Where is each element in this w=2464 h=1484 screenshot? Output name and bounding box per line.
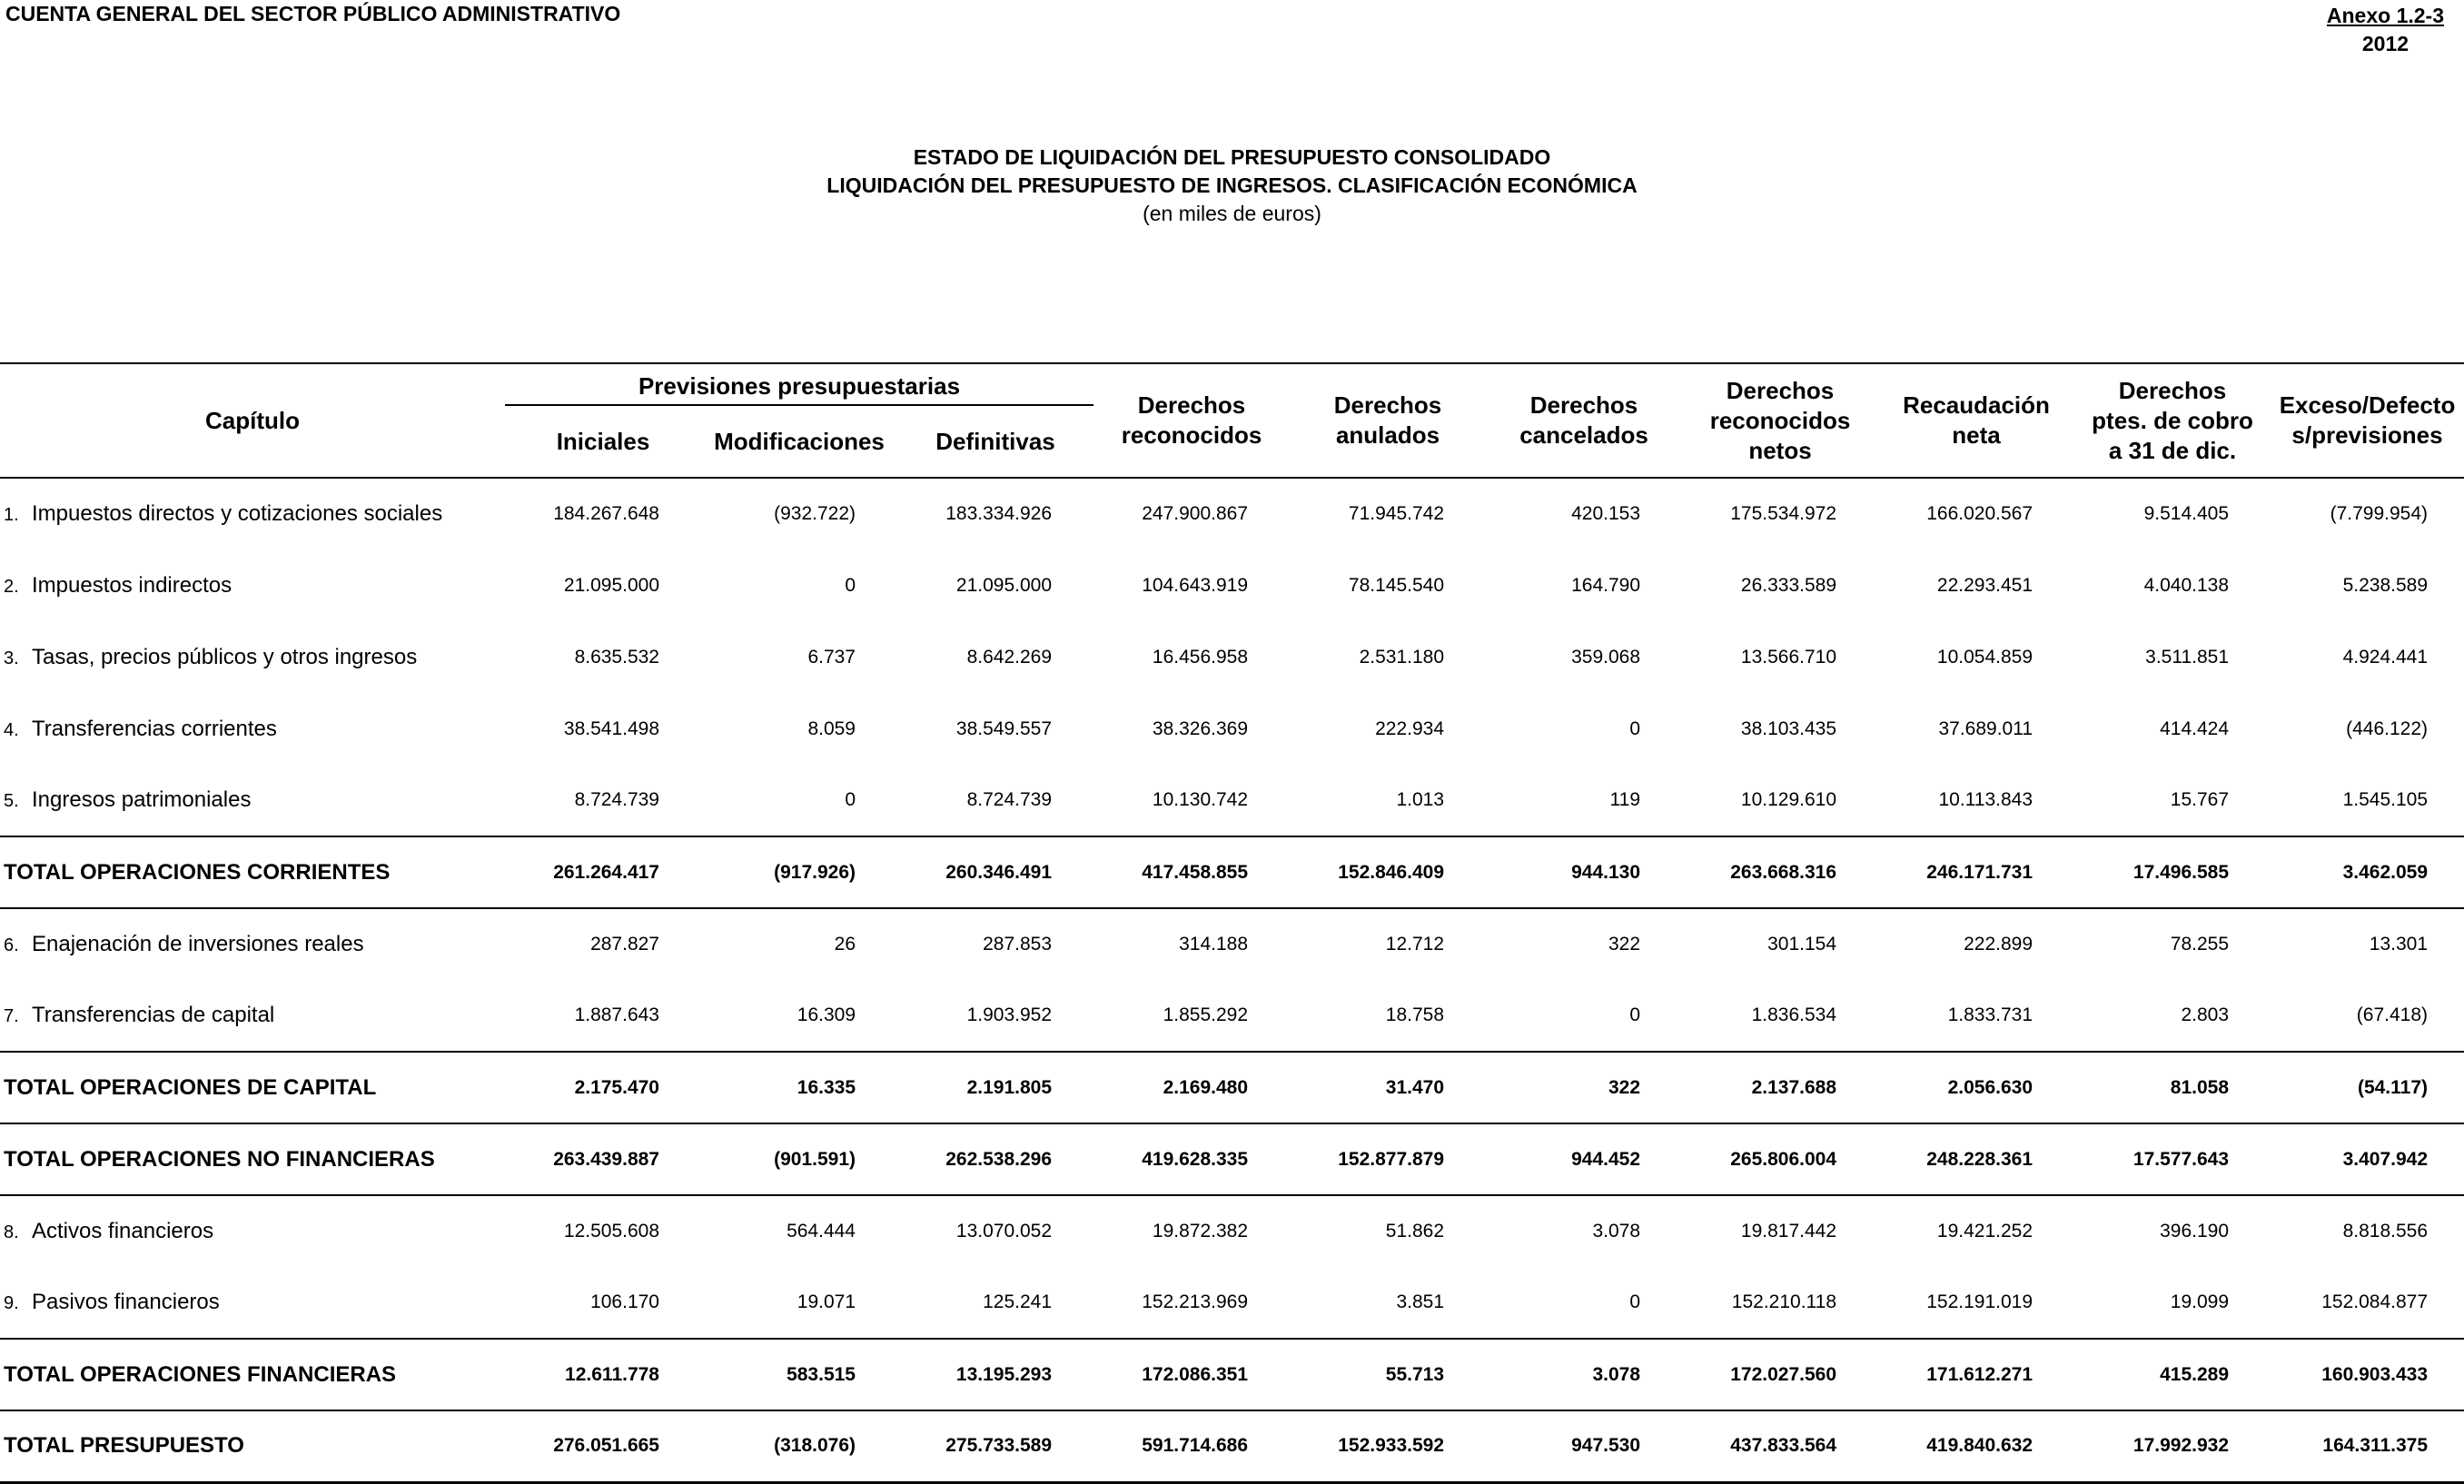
cell-value: 19.817.442 bbox=[1740, 1221, 1837, 1242]
cell-value: 51.862 bbox=[1385, 1221, 1445, 1242]
table-row bbox=[0, 765, 2464, 836]
chapter-label: Enajenación de inversiones reales bbox=[32, 932, 364, 956]
row-label bbox=[0, 1410, 505, 1482]
annex-code: Anexo 1.2-3 bbox=[2326, 4, 2444, 27]
cell-value: 261.264.417 bbox=[505, 836, 701, 908]
table-row bbox=[0, 693, 2464, 765]
cell-value: 3.407.942 bbox=[2271, 1123, 2464, 1195]
cell-value: 437.833.564 bbox=[1682, 1410, 1878, 1482]
report-titles bbox=[0, 143, 2464, 228]
total-row bbox=[0, 1123, 2464, 1195]
cell-value: 287.827 bbox=[590, 934, 659, 955]
cell-value: 396.190 bbox=[2160, 1221, 2230, 1242]
header-chapter: Capítulo bbox=[0, 363, 505, 478]
organization-title: CUENTA GENERAL DEL SECTOR PÚBLICO ADMINISTRATIVO bbox=[5, 2, 621, 25]
cell-value: 322 bbox=[1608, 934, 1641, 955]
cell-value: 0 bbox=[1629, 1291, 1641, 1312]
cell-value: 1.013 bbox=[1396, 789, 1445, 810]
cell-value: 19.872.382 bbox=[1152, 1221, 1249, 1242]
row-label bbox=[0, 1339, 505, 1410]
table-row bbox=[0, 980, 2464, 1052]
header-rights-cancelled: Derechos cancelados bbox=[1486, 363, 1682, 478]
cell-value: 0 bbox=[1629, 717, 1641, 739]
cell-value: 37.689.011 bbox=[1938, 717, 2034, 739]
cell-value: 3.511.851 bbox=[2145, 646, 2230, 668]
cell-value: 0 bbox=[845, 574, 856, 596]
chapter-number: 2. bbox=[4, 576, 19, 597]
report-subtitle: LIQUIDACIÓN DEL PRESUPUESTO DE INGRESOS. CLASIFICACIÓN ECONÓMICA bbox=[826, 173, 1638, 197]
cell-value: 152.213.969 bbox=[1142, 1291, 1249, 1312]
cell-value: 419.840.632 bbox=[1878, 1410, 2074, 1482]
chapter-label: Pasivos financieros bbox=[32, 1290, 220, 1314]
cell-value: 1.887.643 bbox=[574, 1004, 659, 1025]
table-row bbox=[0, 1195, 2464, 1267]
header-excess-deficit: Exceso/Defecto s/previsiones bbox=[2271, 363, 2464, 478]
row-label bbox=[0, 836, 505, 908]
chapter-number: 3. bbox=[4, 648, 19, 668]
chapter-number: 8. bbox=[4, 1222, 19, 1242]
row-label bbox=[0, 1195, 505, 1267]
cell-value: 15.767 bbox=[2170, 789, 2230, 810]
cell-value: 13.566.710 bbox=[1740, 646, 1837, 668]
cell-value: 1.836.534 bbox=[1751, 1004, 1837, 1025]
cell-value: (932.722) bbox=[774, 503, 856, 524]
cell-value: 78.145.540 bbox=[1348, 574, 1445, 596]
cell-value: 0 bbox=[1629, 1004, 1641, 1025]
cell-value: 591.714.686 bbox=[1093, 1410, 1290, 1482]
cell-value: 359.068 bbox=[1571, 646, 1641, 668]
cell-value: 152.846.409 bbox=[1290, 836, 1486, 908]
cell-value: 19.071 bbox=[797, 1291, 856, 1312]
cell-value: 248.228.361 bbox=[1878, 1123, 2074, 1195]
cell-value: 944.452 bbox=[1486, 1123, 1682, 1195]
cell-value: 2.531.180 bbox=[1359, 646, 1445, 668]
total-row bbox=[0, 1339, 2464, 1410]
cell-value: 12.505.608 bbox=[563, 1221, 659, 1242]
cell-value: 172.086.351 bbox=[1093, 1339, 1290, 1410]
cell-value: 125.241 bbox=[983, 1291, 1053, 1312]
cell-value: 152.084.877 bbox=[2321, 1291, 2429, 1312]
cell-value: 38.326.369 bbox=[1152, 717, 1249, 739]
cell-value: 8.059 bbox=[807, 717, 856, 739]
cell-value: 276.051.665 bbox=[505, 1410, 701, 1482]
cell-value: 106.170 bbox=[590, 1291, 659, 1312]
cell-value: 13.070.052 bbox=[955, 1221, 1053, 1242]
chapter-number: 5. bbox=[4, 791, 19, 811]
chapter-label: Tasas, precios públicos y otros ingresos bbox=[32, 644, 418, 669]
table-row bbox=[0, 478, 2464, 549]
cell-value: (67.418) bbox=[2356, 1004, 2429, 1025]
cell-value: (917.926) bbox=[701, 836, 897, 908]
chapter-label: Activos financieros bbox=[32, 1219, 214, 1243]
cell-value: 3.078 bbox=[1486, 1339, 1682, 1410]
table-row bbox=[0, 908, 2464, 980]
cell-value: 22.293.451 bbox=[1936, 574, 2034, 596]
cell-value: 3.462.059 bbox=[2271, 836, 2464, 908]
units-note: (en miles de euros) bbox=[1143, 202, 1321, 225]
header-rights-annulled: Derechos anulados bbox=[1290, 363, 1486, 478]
cell-value: 3.078 bbox=[1592, 1221, 1641, 1242]
cell-value: 246.171.731 bbox=[1878, 836, 2074, 908]
cell-value: 17.496.585 bbox=[2074, 836, 2271, 908]
cell-value: 222.899 bbox=[1964, 934, 2034, 955]
cell-value: 263.668.316 bbox=[1682, 836, 1878, 908]
cell-value: 19.421.252 bbox=[1936, 1221, 2034, 1242]
cell-value: 26.333.589 bbox=[1740, 574, 1837, 596]
cell-value: 2.056.630 bbox=[1878, 1052, 2074, 1123]
cell-value: 172.027.560 bbox=[1682, 1339, 1878, 1410]
cell-value: 13.301 bbox=[2369, 934, 2429, 955]
cell-value: 944.130 bbox=[1486, 836, 1682, 908]
cell-value: 301.154 bbox=[1767, 934, 1837, 955]
cell-value: 417.458.855 bbox=[1093, 836, 1290, 908]
chapter-label: Impuestos directos y cotizaciones sociales bbox=[32, 501, 443, 526]
cell-value: 19.099 bbox=[2170, 1291, 2230, 1312]
cell-value: (318.076) bbox=[701, 1410, 897, 1482]
header-rights-recognized: Derechos reconocidos bbox=[1093, 363, 1290, 478]
cell-value: 583.515 bbox=[701, 1339, 897, 1410]
cell-value: 16.309 bbox=[797, 1004, 856, 1025]
table-body bbox=[0, 478, 2464, 1482]
cell-value: 4.040.138 bbox=[2143, 574, 2230, 596]
cell-value: 415.289 bbox=[2074, 1339, 2271, 1410]
cell-value: 21.095.000 bbox=[955, 574, 1053, 596]
cell-value: 260.346.491 bbox=[897, 836, 1093, 908]
cell-value: 81.058 bbox=[2074, 1052, 2271, 1123]
row-label bbox=[0, 621, 505, 693]
cell-value: 265.806.004 bbox=[1682, 1123, 1878, 1195]
table-row bbox=[0, 549, 2464, 621]
cell-value: 164.790 bbox=[1571, 574, 1641, 596]
row-label bbox=[0, 478, 505, 549]
cell-value: 171.612.271 bbox=[1878, 1339, 2074, 1410]
cell-value: 2.175.470 bbox=[505, 1052, 701, 1123]
cell-value: 275.733.589 bbox=[897, 1410, 1093, 1482]
cell-value: 119 bbox=[1609, 789, 1641, 810]
cell-value: 4.924.441 bbox=[2342, 646, 2429, 668]
header-initial: Iniciales bbox=[505, 405, 701, 478]
cell-value: 21.095.000 bbox=[563, 574, 659, 596]
cell-value: 314.188 bbox=[1179, 934, 1249, 955]
cell-value: 17.992.932 bbox=[2074, 1410, 2271, 1482]
cell-value: 166.020.567 bbox=[1926, 503, 2034, 524]
cell-value: 1.903.952 bbox=[966, 1004, 1053, 1025]
cell-value: 38.541.498 bbox=[563, 717, 659, 739]
cell-value: 183.334.926 bbox=[945, 503, 1053, 524]
header-net-recognized: Derechos reconocidos netos bbox=[1682, 363, 1878, 478]
cell-value: 71.945.742 bbox=[1348, 503, 1445, 524]
cell-value: 1.833.731 bbox=[1947, 1004, 2034, 1025]
cell-value: 8.724.739 bbox=[574, 789, 659, 810]
cell-value: (446.122) bbox=[2346, 717, 2429, 739]
cell-value: 10.130.742 bbox=[1152, 789, 1249, 810]
header-definitive: Definitivas bbox=[897, 405, 1093, 478]
cell-value: 564.444 bbox=[787, 1221, 856, 1242]
cell-value: 10.113.843 bbox=[1938, 789, 2034, 810]
chapter-label: TOTAL OPERACIONES NO FINANCIERAS bbox=[4, 1146, 435, 1172]
table-row bbox=[0, 1267, 2464, 1339]
cell-value: 16.456.958 bbox=[1152, 646, 1249, 668]
cell-value: 8.724.739 bbox=[966, 789, 1053, 810]
cell-value: 8.642.269 bbox=[966, 646, 1053, 668]
cell-value: (7.799.954) bbox=[2330, 503, 2429, 524]
chapter-number: 1. bbox=[4, 505, 19, 525]
cell-value: 6.737 bbox=[807, 646, 856, 668]
cell-value: 55.713 bbox=[1290, 1339, 1486, 1410]
chapter-label: TOTAL OPERACIONES CORRIENTES bbox=[4, 859, 391, 885]
cell-value: 1.855.292 bbox=[1163, 1004, 1249, 1025]
cell-value: 5.238.589 bbox=[2342, 574, 2429, 596]
income-budget-table bbox=[0, 362, 2464, 1484]
cell-value: 222.934 bbox=[1375, 717, 1445, 739]
chapter-number: 9. bbox=[4, 1293, 19, 1313]
cell-value: 2.137.688 bbox=[1682, 1052, 1878, 1123]
chapter-number: 4. bbox=[4, 719, 19, 740]
cell-value: 152.210.118 bbox=[1731, 1291, 1837, 1312]
row-label bbox=[0, 980, 505, 1052]
chapter-label: Transferencias corrientes bbox=[32, 716, 277, 741]
cell-value: 10.054.859 bbox=[1936, 646, 2034, 668]
chapter-number: 7. bbox=[4, 1006, 19, 1026]
cell-value: 1.545.105 bbox=[2342, 789, 2429, 810]
chapter-label: TOTAL PRESUPUESTO bbox=[4, 1433, 244, 1459]
cell-value: 17.577.643 bbox=[2074, 1123, 2271, 1195]
cell-value: 164.311.375 bbox=[2271, 1410, 2464, 1482]
cell-value: 287.853 bbox=[983, 934, 1053, 955]
row-label bbox=[0, 1267, 505, 1339]
row-label bbox=[0, 1052, 505, 1123]
chapter-label: Transferencias de capital bbox=[32, 1003, 275, 1027]
cell-value: 247.900.867 bbox=[1142, 503, 1249, 524]
cell-value: 2.191.805 bbox=[897, 1052, 1093, 1123]
cell-value: 26 bbox=[834, 934, 856, 955]
row-label bbox=[0, 693, 505, 765]
cell-value: 322 bbox=[1486, 1052, 1682, 1123]
cell-value: 9.514.405 bbox=[2143, 503, 2230, 524]
cell-value: 38.549.557 bbox=[955, 717, 1053, 739]
chapter-label: TOTAL OPERACIONES DE CAPITAL bbox=[4, 1074, 377, 1100]
cell-value: 38.103.435 bbox=[1740, 717, 1837, 739]
cell-value: 152.877.879 bbox=[1290, 1123, 1486, 1195]
row-label bbox=[0, 908, 505, 980]
annex-block bbox=[2327, 2, 2444, 58]
cell-value: 13.195.293 bbox=[897, 1339, 1093, 1410]
cell-value: 2.803 bbox=[2181, 1004, 2230, 1025]
cell-value: 104.643.919 bbox=[1142, 574, 1249, 596]
cell-value: 419.628.335 bbox=[1093, 1123, 1290, 1195]
cell-value: 263.439.887 bbox=[505, 1123, 701, 1195]
cell-value: 31.470 bbox=[1290, 1052, 1486, 1123]
cell-value: 160.903.433 bbox=[2271, 1339, 2464, 1410]
chapter-label: TOTAL OPERACIONES FINANCIERAS bbox=[4, 1361, 397, 1387]
cell-value: 414.424 bbox=[2160, 717, 2230, 739]
report-title: ESTADO DE LIQUIDACIÓN DEL PRESUPUESTO CONSOLIDADO bbox=[913, 145, 1551, 169]
cell-value: 8.635.532 bbox=[574, 646, 659, 668]
cell-value: 12.712 bbox=[1385, 934, 1445, 955]
cell-value: 0 bbox=[845, 789, 856, 810]
total-row bbox=[0, 836, 2464, 908]
cell-value: 3.851 bbox=[1396, 1291, 1445, 1312]
cell-value: 10.129.610 bbox=[1740, 789, 1837, 810]
cell-value: 8.818.556 bbox=[2342, 1221, 2429, 1242]
total-row bbox=[0, 1052, 2464, 1123]
header-budget-forecasts: Previsiones presupuestarias bbox=[505, 363, 1093, 405]
chapter-number: 6. bbox=[4, 935, 19, 955]
annex-year: 2012 bbox=[2361, 32, 2410, 55]
total-row bbox=[0, 1410, 2464, 1482]
row-label bbox=[0, 549, 505, 621]
cell-value: (54.117) bbox=[2271, 1052, 2464, 1123]
cell-value: 175.534.972 bbox=[1730, 503, 1837, 524]
table-row bbox=[0, 621, 2464, 693]
cell-value: 420.153 bbox=[1571, 503, 1641, 524]
header-net-collection: Recaudación neta bbox=[1878, 363, 2074, 478]
cell-value: 78.255 bbox=[2170, 934, 2230, 955]
cell-value: 262.538.296 bbox=[897, 1123, 1093, 1195]
cell-value: 16.335 bbox=[701, 1052, 897, 1123]
row-label bbox=[0, 1123, 505, 1195]
row-label bbox=[0, 765, 505, 836]
header-modifications: Modificaciones bbox=[701, 405, 897, 478]
cell-value: 18.758 bbox=[1385, 1004, 1445, 1025]
header-pending-collection: Derechos ptes. de cobro a 31 de dic. bbox=[2074, 363, 2271, 478]
chapter-label: Impuestos indirectos bbox=[32, 572, 233, 598]
cell-value: 2.169.480 bbox=[1093, 1052, 1290, 1123]
cell-value: (901.591) bbox=[701, 1123, 897, 1195]
cell-value: 947.530 bbox=[1486, 1410, 1682, 1482]
chapter-label: Ingresos patrimoniales bbox=[32, 787, 252, 812]
cell-value: 152.933.592 bbox=[1290, 1410, 1486, 1482]
cell-value: 152.191.019 bbox=[1926, 1291, 2034, 1312]
cell-value: 12.611.778 bbox=[505, 1339, 701, 1410]
cell-value: 184.267.648 bbox=[553, 503, 659, 524]
